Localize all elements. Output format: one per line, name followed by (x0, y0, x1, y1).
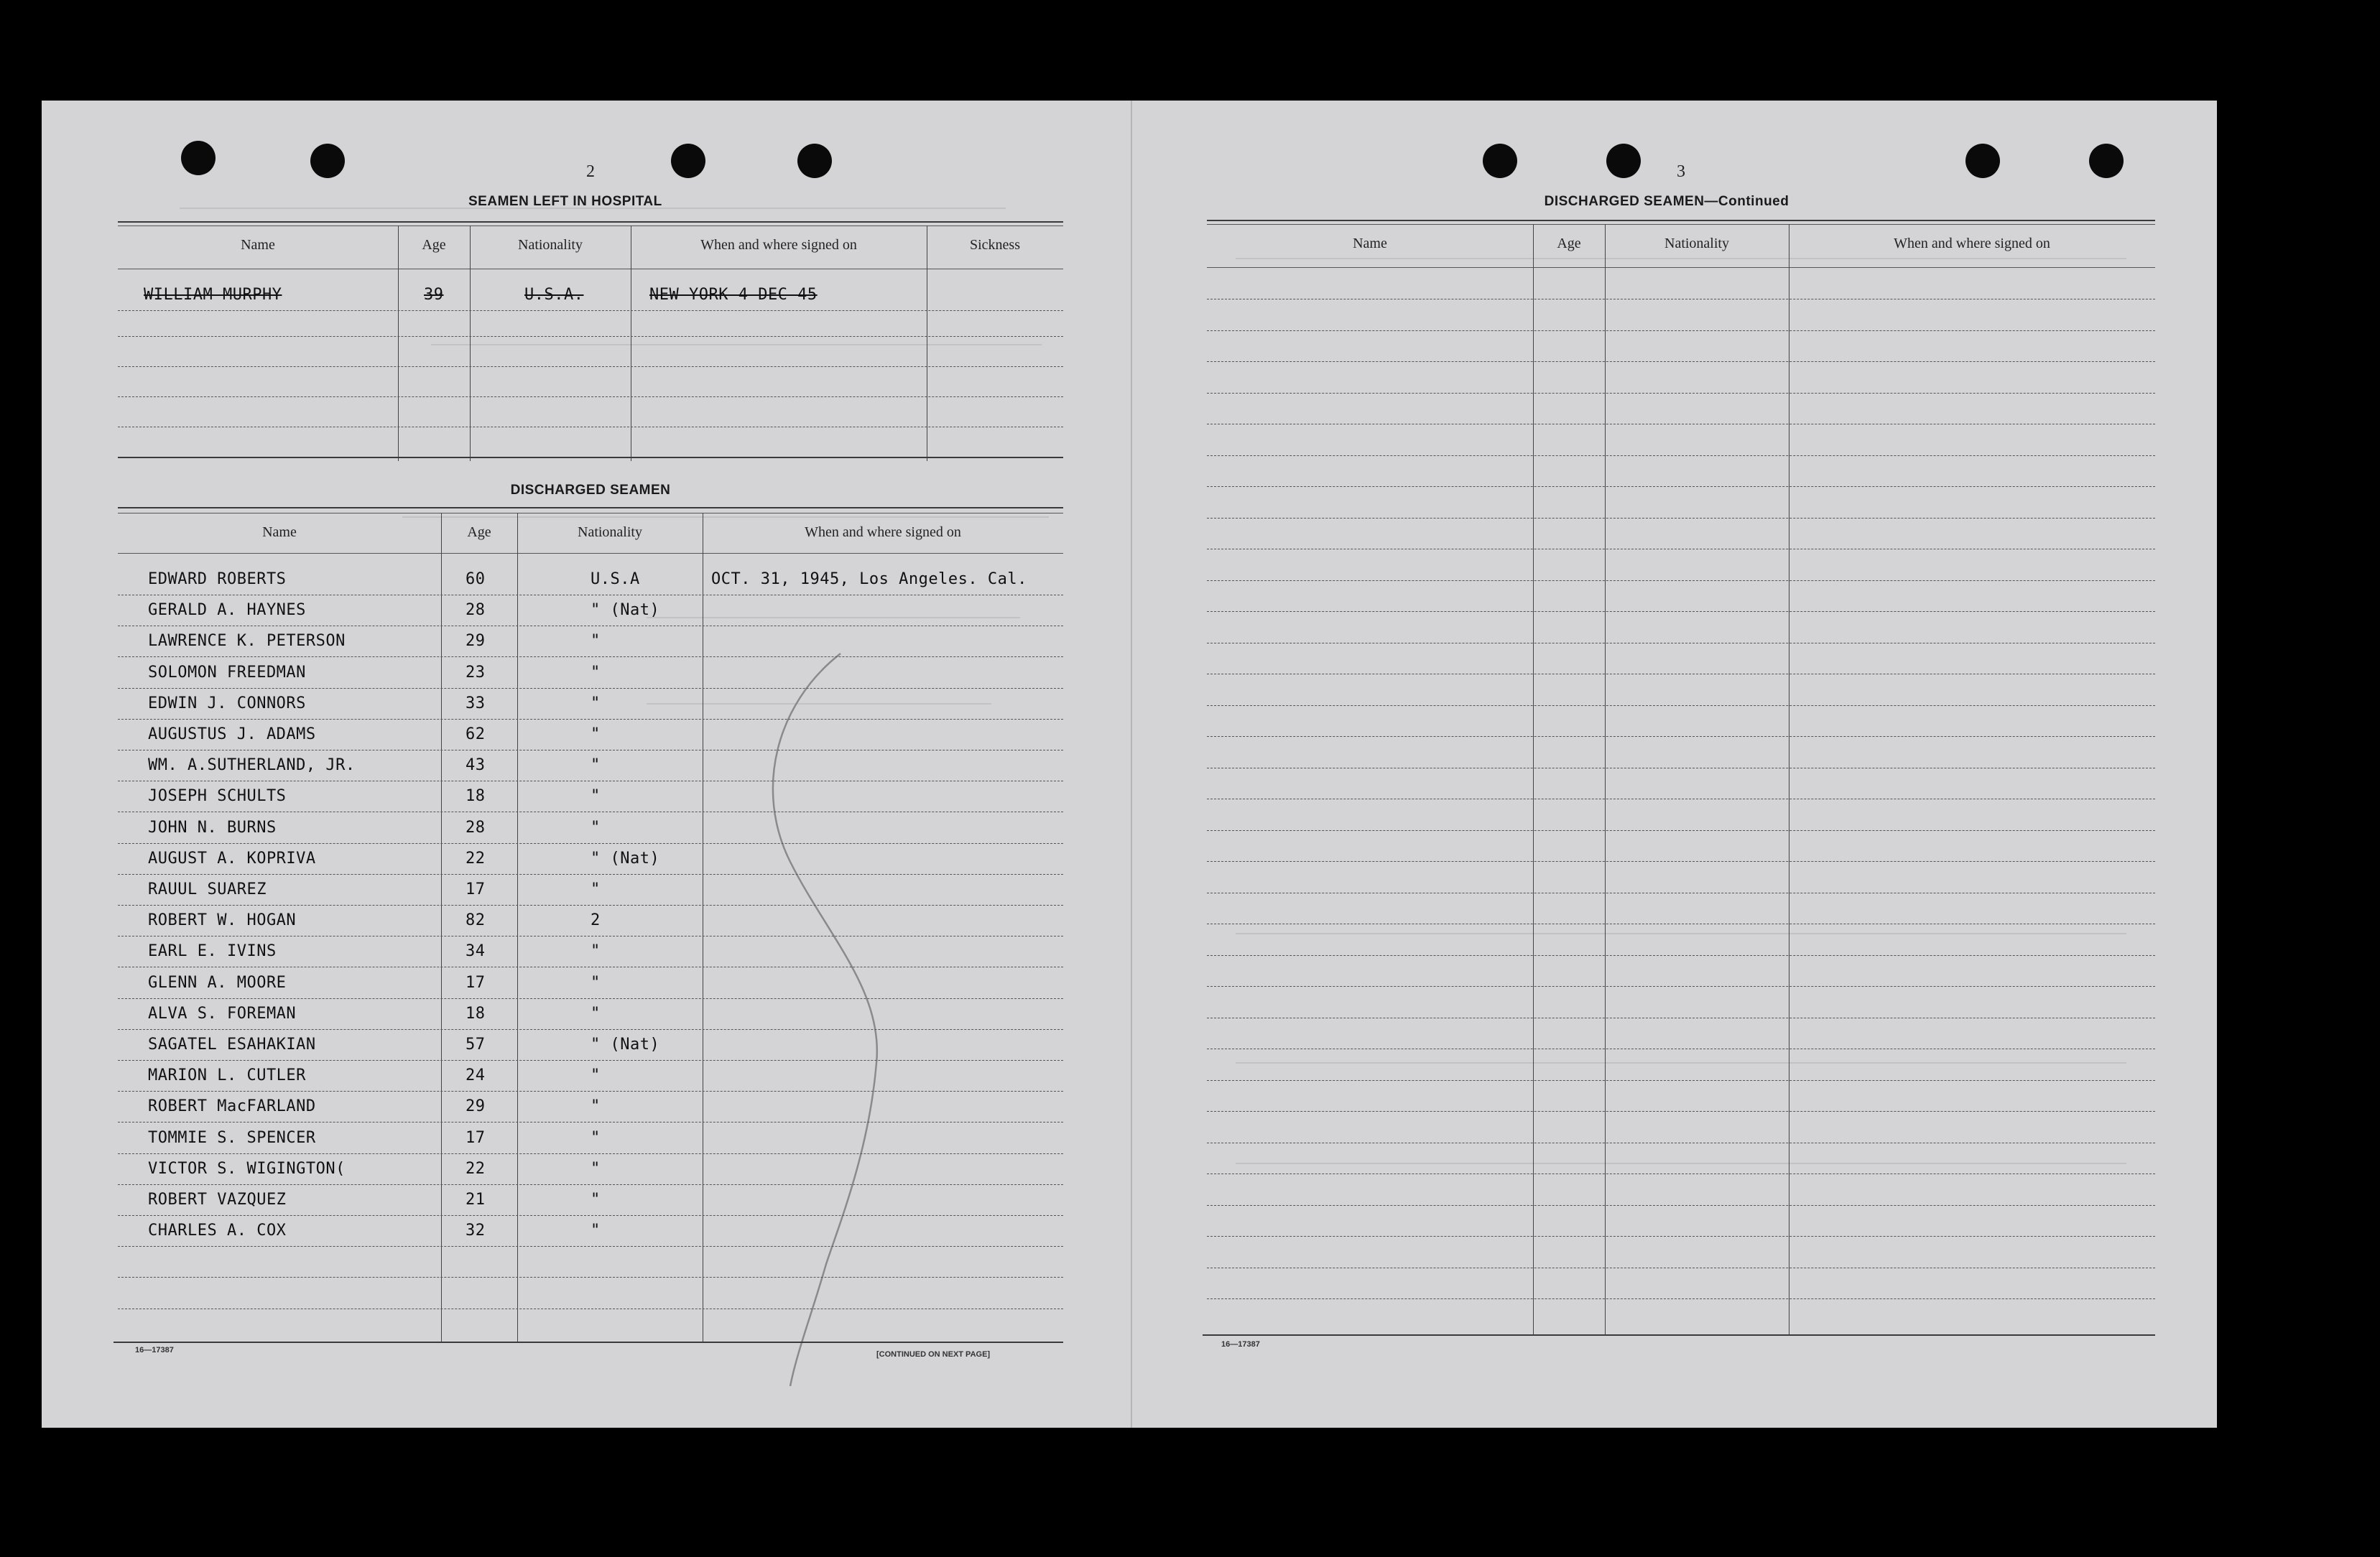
row-rule (118, 1029, 1063, 1030)
discharged-section-title: DISCHARGED SEAMEN (510, 483, 671, 498)
row-rule (118, 396, 1063, 397)
seaman-age: 62 (466, 725, 486, 743)
col-header-nationality: Nationality (578, 524, 642, 540)
seaman-name: AUGUST A. KOPRIVA (148, 849, 316, 868)
hospital-signed-on: NEW YORK 4 DEC 45 (649, 286, 818, 304)
row-rule (1207, 393, 2155, 394)
row-rule (1207, 861, 2155, 862)
row-rule (118, 310, 1063, 311)
seaman-name: CHARLES A. COX (148, 1222, 287, 1240)
table-rule (118, 507, 1063, 508)
seaman-name: AUGUSTUS J. ADAMS (148, 725, 316, 743)
seaman-nationality: " (591, 1004, 601, 1023)
seaman-nationality: 2 (591, 911, 601, 930)
seaman-age: 18 (466, 787, 486, 806)
row-rule (118, 336, 1063, 337)
seaman-name: WM. A.SUTHERLAND, JR. (148, 756, 356, 775)
table-rule (114, 1342, 1063, 1343)
table-rule (1207, 220, 2155, 221)
seaman-name: EDWIN J. CONNORS (148, 694, 306, 712)
seaman-signed-on: OCT. 31, 1945, Los Angeles. Cal. (711, 570, 1027, 588)
seaman-name: ROBERT W. HOGAN (148, 911, 297, 930)
seaman-age: 22 (466, 1159, 486, 1178)
row-rule (1207, 705, 2155, 706)
seaman-nationality: " (591, 632, 601, 651)
col-divider (1533, 224, 1534, 1336)
row-rule (118, 1215, 1063, 1216)
seaman-age: 28 (466, 601, 486, 620)
seaman-nationality: " (591, 787, 601, 806)
seaman-nationality: " (591, 1159, 601, 1178)
row-rule (118, 1122, 1063, 1123)
seaman-nationality: " (591, 973, 601, 992)
table-rule (118, 457, 1063, 458)
row-rule (1207, 1205, 2155, 1206)
seaman-name: JOHN N. BURNS (148, 818, 277, 837)
seaman-nationality: U.S.A (591, 570, 640, 588)
col-divider (398, 226, 399, 461)
seaman-name: EARL E. IVINS (148, 942, 277, 961)
row-rule (1207, 486, 2155, 487)
row-rule (1207, 830, 2155, 831)
seaman-age: 17 (466, 1128, 486, 1147)
col-header-name: Name (1353, 236, 1387, 251)
seaman-nationality: " (591, 1222, 601, 1240)
seaman-name: EDWARD ROBERTS (148, 570, 287, 588)
table-rule (118, 553, 1063, 554)
row-rule (118, 1246, 1063, 1247)
seaman-age: 34 (466, 942, 486, 961)
seaman-age: 22 (466, 849, 486, 868)
row-rule (118, 905, 1063, 906)
col-header-nationality: Nationality (1664, 236, 1729, 251)
col-header-age: Age (422, 237, 446, 253)
seaman-nationality: " (Nat) (591, 1036, 660, 1054)
row-rule (118, 1153, 1063, 1154)
seaman-name: ALVA S. FOREMAN (148, 1004, 297, 1023)
row-rule (1207, 580, 2155, 581)
seaman-age: 21 (466, 1191, 486, 1209)
seaman-age: 60 (466, 570, 486, 588)
seaman-age: 17 (466, 880, 486, 898)
col-divider (517, 513, 518, 1343)
col-header-sickness: Sickness (970, 237, 1020, 253)
footer-code-right: 16—17387 (1221, 1340, 1260, 1349)
row-rule (118, 874, 1063, 875)
table-rule (118, 221, 1063, 223)
hospital-nationality: U.S.A. (524, 286, 584, 304)
row-rule (1207, 1236, 2155, 1237)
seaman-name: TOMMIE S. SPENCER (148, 1128, 316, 1147)
page-number-left: 2 (586, 162, 595, 181)
seaman-age: 32 (466, 1222, 486, 1240)
row-rule (118, 843, 1063, 844)
col-divider (1605, 224, 1606, 1336)
seaman-age: 82 (466, 911, 486, 930)
col-header-age: Age (467, 524, 491, 540)
row-rule (1207, 1298, 2155, 1299)
row-rule (1207, 1173, 2155, 1174)
hospital-name: WILLIAM MURPHY (144, 286, 282, 304)
footer-continued-note: [CONTINUED ON NEXT PAGE] (876, 1350, 991, 1359)
seaman-nationality: " (591, 1191, 601, 1209)
seaman-name: LAWRENCE K. PETERSON (148, 632, 346, 651)
seaman-age: 43 (466, 756, 486, 775)
col-header-age: Age (1557, 236, 1581, 251)
row-rule (118, 656, 1063, 657)
seaman-nationality: " (591, 663, 601, 682)
col-header-signed-on: When and where signed on (700, 237, 857, 253)
row-rule (118, 366, 1063, 367)
row-rule (118, 719, 1063, 720)
row-rule (118, 688, 1063, 689)
col-header-name: Name (262, 524, 297, 540)
seaman-nationality: " (591, 880, 601, 898)
seaman-name: RAUUL SUAREZ (148, 880, 267, 898)
col-header-signed-on: When and where signed on (805, 524, 961, 540)
hospital-section-title: SEAMEN LEFT IN HOSPITAL (468, 194, 662, 209)
row-rule (1207, 1111, 2155, 1112)
seaman-age: 24 (466, 1066, 486, 1085)
seaman-nationality: " (Nat) (591, 601, 660, 620)
seaman-name: JOSEPH SCHULTS (148, 787, 287, 806)
seaman-age: 17 (466, 973, 486, 992)
table-rule (1203, 1334, 2155, 1336)
seaman-nationality: " (591, 694, 601, 712)
seaman-name: ROBERT MacFARLAND (148, 1097, 316, 1116)
seaman-name: GERALD A. HAYNES (148, 601, 306, 620)
row-rule (1207, 361, 2155, 362)
row-rule (1207, 986, 2155, 987)
seaman-name: SOLOMON FREEDMAN (148, 663, 306, 682)
seaman-name: GLENN A. MOORE (148, 973, 287, 992)
seaman-nationality: " (591, 1097, 601, 1116)
table-rule (1207, 267, 2155, 268)
pencil-mark (773, 654, 877, 1386)
seaman-nationality: " (591, 1066, 601, 1085)
seaman-age: 57 (466, 1036, 486, 1054)
row-rule (118, 1060, 1063, 1061)
row-rule (118, 998, 1063, 999)
seaman-nationality: " (591, 725, 601, 743)
col-header-nationality: Nationality (518, 237, 583, 253)
row-rule (118, 1277, 1063, 1278)
row-rule (1207, 330, 2155, 331)
seaman-age: 23 (466, 663, 486, 682)
seaman-name: SAGATEL ESAHAKIAN (148, 1036, 316, 1054)
seaman-age: 28 (466, 818, 486, 837)
footer-code-left: 16—17387 (135, 1346, 174, 1354)
right-section-title: DISCHARGED SEAMEN—Continued (1544, 194, 1789, 209)
col-divider (470, 226, 471, 461)
table-rule (1207, 224, 2155, 225)
seaman-nationality: " (591, 818, 601, 837)
row-rule (118, 1184, 1063, 1185)
seaman-age: 18 (466, 1004, 486, 1023)
row-rule (1207, 1080, 2155, 1081)
hospital-age: 39 (424, 286, 444, 304)
row-rule (118, 1091, 1063, 1092)
seaman-name: ROBERT VAZQUEZ (148, 1191, 287, 1209)
col-divider (441, 513, 442, 1343)
row-rule (1207, 736, 2155, 737)
seaman-nationality: " (591, 1128, 601, 1147)
row-rule (1207, 955, 2155, 956)
row-rule (1207, 611, 2155, 612)
seaman-nationality: " (Nat) (591, 849, 660, 868)
page-number-right: 3 (1677, 162, 1685, 181)
seaman-age: 33 (466, 694, 486, 712)
seaman-nationality: " (591, 756, 601, 775)
seaman-age: 29 (466, 632, 486, 651)
seaman-age: 29 (466, 1097, 486, 1116)
seaman-name: VICTOR S. WIGINGTON( (148, 1159, 346, 1178)
seaman-nationality: " (591, 942, 601, 961)
seaman-name: MARION L. CUTLER (148, 1066, 306, 1085)
col-header-name: Name (241, 237, 275, 253)
col-header-signed-on: When and where signed on (1894, 236, 2050, 251)
row-rule (1207, 518, 2155, 519)
row-rule (1207, 455, 2155, 456)
